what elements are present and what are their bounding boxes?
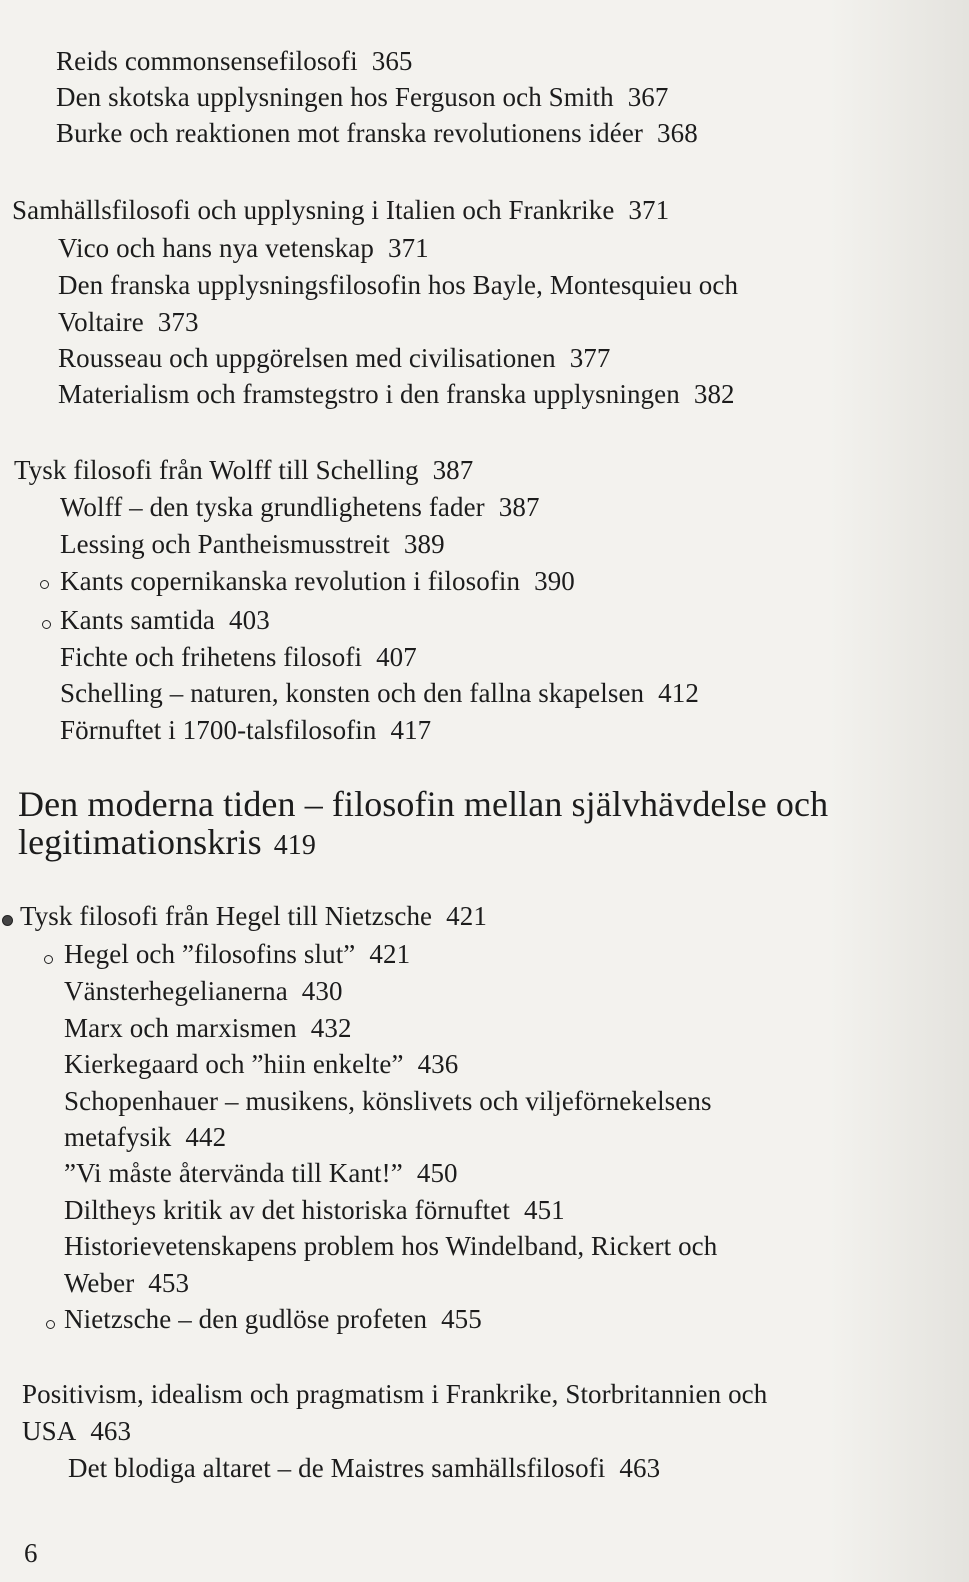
toc-entry bbox=[56, 44, 413, 78]
toc-entry-page: 377 bbox=[569, 343, 611, 373]
toc-entry-title: Reids commonsensefilosofi bbox=[56, 46, 358, 76]
toc-entry bbox=[64, 1084, 712, 1118]
toc-entry-page: 421 bbox=[369, 939, 411, 969]
toc-entry-title: Den franska upplysningsfilosofin hos Bayle, Montesquieu och bbox=[58, 270, 739, 300]
margin-mark-bullet bbox=[44, 955, 53, 964]
toc-entry-title: Diltheys kritik av det historiska förnuftet bbox=[64, 1195, 510, 1225]
toc-entry-title: Kierkegaard och ”hiin enkelte” bbox=[64, 1049, 404, 1079]
toc-entry-page: 365 bbox=[371, 46, 413, 76]
toc-section-heading bbox=[14, 453, 473, 487]
toc-entry-page: 389 bbox=[403, 529, 445, 559]
toc-section-heading bbox=[22, 1414, 131, 1448]
toc-entry bbox=[64, 974, 343, 1008]
toc-entry-title: Den skotska upplysningen hos Ferguson och Smith bbox=[56, 82, 614, 112]
toc-section-title: USA bbox=[22, 1416, 77, 1446]
toc-entry-title: Kants copernikanska revolution i filosofin bbox=[60, 566, 521, 596]
toc-entry-page: 463 bbox=[619, 1453, 661, 1483]
toc-entry-title: Vänsterhegelianerna bbox=[64, 976, 288, 1006]
toc-entry bbox=[60, 527, 445, 561]
toc-entry-page: 390 bbox=[534, 566, 575, 596]
toc-section-page: 463 bbox=[90, 1416, 132, 1446]
toc-entry bbox=[60, 490, 540, 524]
toc-entry-page: 412 bbox=[658, 678, 699, 708]
toc-entry bbox=[64, 1120, 226, 1154]
page-number: 6 bbox=[24, 1538, 38, 1568]
toc-section-title: Positivism, idealism och pragmatism i Frankrike, Storbritannien och bbox=[22, 1379, 768, 1409]
toc-entry-page: 436 bbox=[417, 1049, 459, 1079]
toc-entry-page: 368 bbox=[657, 118, 698, 148]
toc-entry bbox=[58, 377, 735, 411]
toc-section-page: 371 bbox=[628, 195, 670, 225]
toc-section-heading bbox=[20, 899, 487, 933]
toc-entry bbox=[56, 116, 698, 150]
toc-entry bbox=[64, 1193, 565, 1227]
toc-entry bbox=[60, 564, 575, 598]
toc-entry-title: Schopenhauer – musikens, könslivets och viljeförnekelsens bbox=[64, 1086, 712, 1116]
toc-entry-page: 442 bbox=[185, 1122, 227, 1152]
toc-part-title: Den moderna tiden – filosofin mellan självhävdelse och bbox=[18, 784, 829, 824]
toc-entry bbox=[60, 603, 270, 637]
toc-entry-title: Voltaire bbox=[58, 307, 144, 337]
toc-entry bbox=[58, 268, 738, 302]
toc-entry-title: Weber bbox=[64, 1268, 135, 1298]
toc-entry-title: metafysik bbox=[64, 1122, 172, 1152]
toc-entry-page: 455 bbox=[441, 1304, 482, 1334]
toc-section-heading bbox=[22, 1377, 767, 1411]
toc-entry-page: 367 bbox=[627, 82, 669, 112]
toc-entry bbox=[58, 305, 199, 339]
toc-entry-title: Det blodiga altaret – de Maistres samhällsfilosofi bbox=[68, 1453, 606, 1483]
toc-entry-page: 453 bbox=[148, 1268, 190, 1298]
toc-entry-title: Burke och reaktionen mot franska revolutionens idéer bbox=[56, 118, 644, 148]
toc-entry bbox=[64, 1266, 189, 1300]
toc-entry-page: 371 bbox=[387, 233, 429, 263]
toc-entry-title: Fichte och frihetens filosofi bbox=[60, 642, 363, 672]
toc-entry-title: Materialism och framstegstro i den franska upplysningen bbox=[58, 379, 680, 409]
toc-entry-page: 373 bbox=[157, 307, 199, 337]
margin-mark-bullet bbox=[2, 915, 13, 926]
toc-entry bbox=[60, 676, 699, 710]
toc-section-title: Tysk filosofi från Wolff till Schelling bbox=[14, 455, 419, 485]
toc-entry-title: Nietzsche – den gudlöse profeten bbox=[64, 1304, 428, 1334]
toc-entry-page: 403 bbox=[229, 605, 270, 635]
toc-entry-title: Rousseau och uppgörelsen med civilisationen bbox=[58, 343, 556, 373]
toc-entry-page: 451 bbox=[523, 1195, 565, 1225]
toc-entry bbox=[68, 1451, 660, 1485]
toc-entry-title: Wolff – den tyska grundlighetens fader bbox=[60, 492, 485, 522]
margin-mark-bullet bbox=[42, 620, 51, 629]
toc-part-page: 419 bbox=[273, 830, 316, 861]
toc-entry bbox=[60, 640, 417, 674]
toc-entry bbox=[58, 231, 429, 265]
margin-mark-bullet bbox=[40, 580, 49, 589]
margin-mark-bullet bbox=[46, 1320, 55, 1329]
toc-entry-title: Kants samtida bbox=[60, 605, 216, 635]
toc-entry-page: 382 bbox=[693, 379, 735, 409]
toc-entry-page: 450 bbox=[416, 1158, 458, 1188]
toc-entry-page: 432 bbox=[310, 1013, 352, 1043]
toc-entry bbox=[64, 1302, 482, 1336]
toc-entry-page: 407 bbox=[376, 642, 417, 672]
toc-section-heading bbox=[12, 193, 669, 227]
toc-entry bbox=[60, 713, 431, 747]
toc-entry bbox=[64, 1229, 717, 1263]
toc-entry bbox=[58, 341, 611, 375]
toc-entry-title: Marx och marxismen bbox=[64, 1013, 297, 1043]
toc-entry bbox=[64, 1156, 458, 1190]
toc-part-title: legitimationskris bbox=[18, 822, 262, 862]
toc-entry-title: ”Vi måste återvända till Kant!” bbox=[64, 1158, 403, 1188]
toc-entry-title: Hegel och ”filosofins slut” bbox=[64, 939, 356, 969]
toc-entry-title: Vico och hans nya vetenskap bbox=[58, 233, 374, 263]
toc-section-title: Samhällsfilosofi och upplysning i Italien och Frankrike bbox=[12, 195, 615, 225]
toc-entry-title: Förnuftet i 1700-talsfilosofin bbox=[60, 715, 377, 745]
toc-entry-title: Historievetenskapens problem hos Windelband, Rickert och bbox=[64, 1231, 718, 1261]
facing-page-bleed bbox=[829, 0, 969, 1582]
toc-entry-title: Lessing och Pantheismusstreit bbox=[60, 529, 390, 559]
toc-entry bbox=[64, 937, 410, 971]
toc-section-title: Tysk filosofi från Hegel till Nietzsche bbox=[20, 901, 433, 931]
toc-entry bbox=[64, 1047, 458, 1081]
toc-entry-page: 387 bbox=[498, 492, 540, 522]
toc-section-page: 421 bbox=[446, 901, 487, 931]
toc-entry-page: 417 bbox=[390, 715, 432, 745]
toc-entry-title: Schelling – naturen, konsten och den fallna skapelsen bbox=[60, 678, 645, 708]
toc-entry bbox=[56, 80, 669, 114]
toc-part-heading bbox=[18, 784, 828, 824]
toc-entry bbox=[64, 1011, 352, 1045]
toc-part-heading bbox=[18, 822, 316, 866]
toc-entry-page: 430 bbox=[301, 976, 343, 1006]
toc-section-page: 387 bbox=[432, 455, 474, 485]
